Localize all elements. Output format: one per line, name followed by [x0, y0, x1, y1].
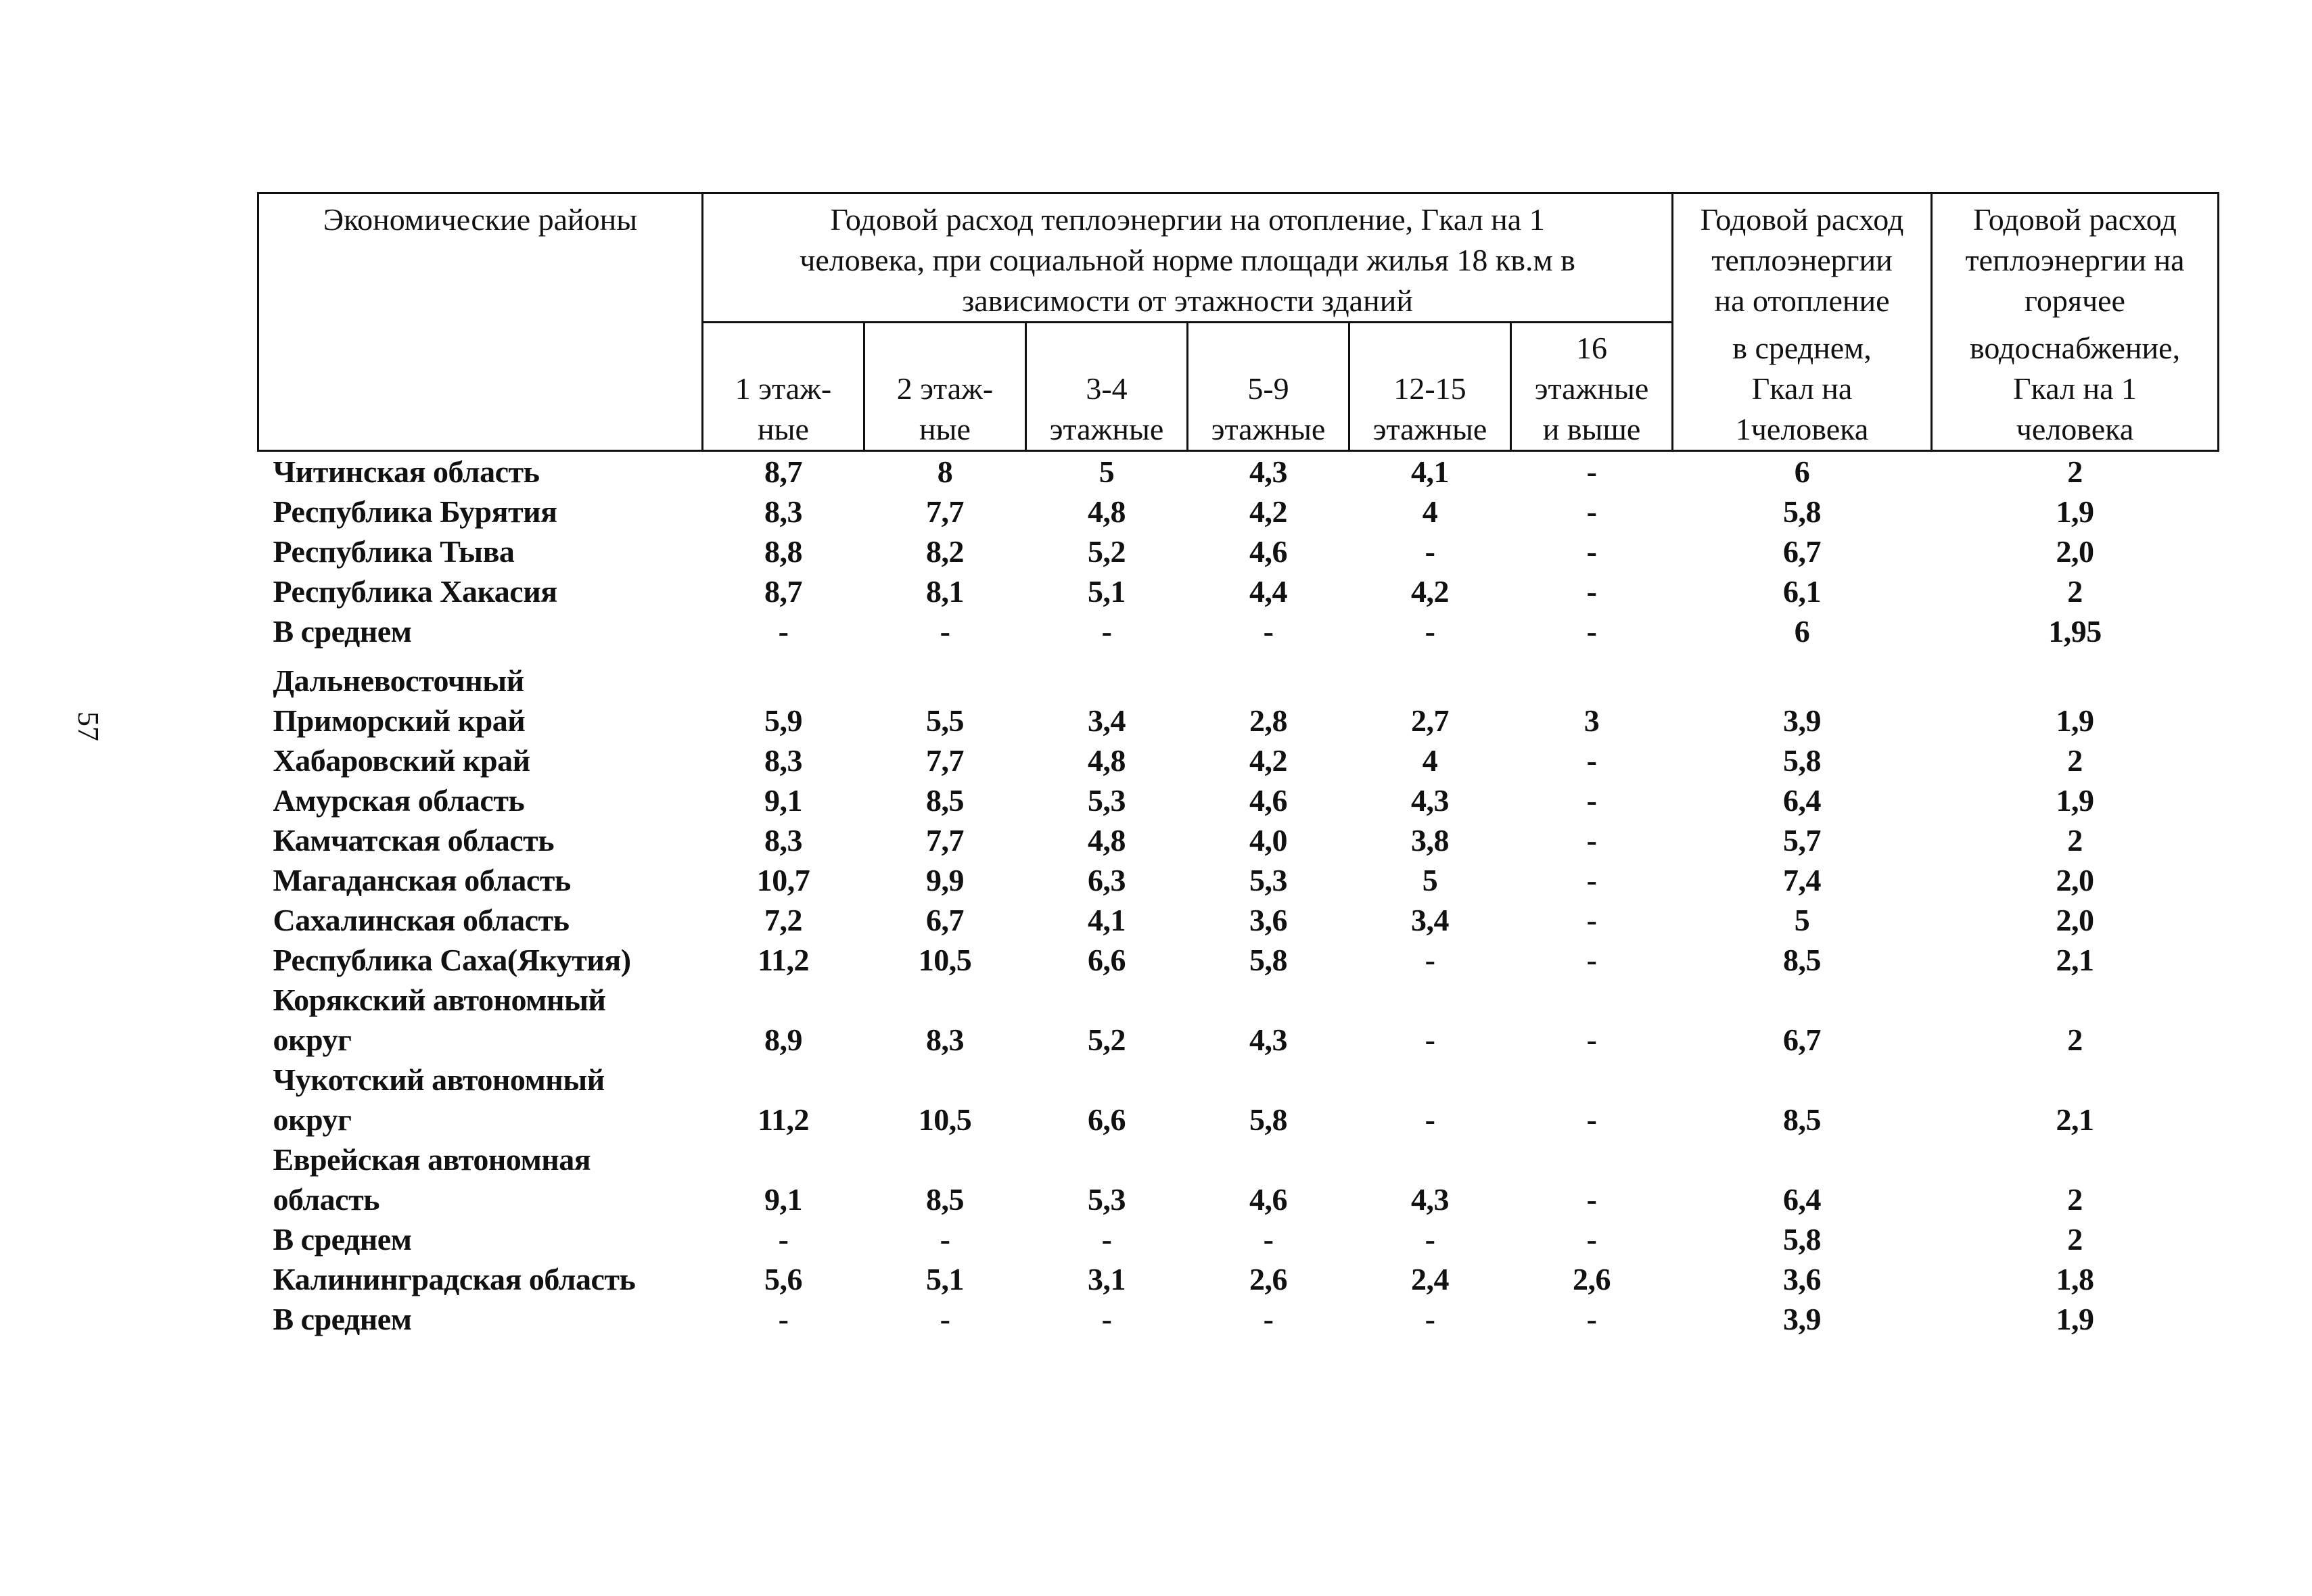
region-name [258, 611, 703, 651]
value-cell: 5,6 [764, 1261, 802, 1296]
value-cell [1349, 651, 1511, 701]
value-cell: - [1586, 494, 1597, 529]
value-cell [1932, 651, 2219, 701]
column-header-floors-2 [864, 323, 1026, 451]
region-name-line: Магаданская область [273, 862, 571, 897]
value-cell: 2,7 [1411, 703, 1449, 738]
value-cell: - [940, 1301, 950, 1336]
column-header-floors-5-9 [1188, 323, 1349, 451]
value-cell: 2 [2067, 573, 2083, 609]
region-name-line: округ [273, 1022, 352, 1057]
header-line: 2 этаж- [896, 371, 994, 406]
value-cell: - [1586, 1301, 1597, 1336]
value-cell: 5,1 [1088, 573, 1126, 609]
table-row [258, 900, 2219, 940]
value-cell: 4,8 [1088, 822, 1126, 858]
value-cell: 8 [937, 454, 953, 489]
column-group-header-heating [703, 193, 1673, 323]
value-cell: 8,5 [1783, 942, 1822, 977]
column-header-floors-16-plus [1511, 323, 1673, 451]
value-cell: - [1425, 1301, 1435, 1336]
table-row [258, 492, 2219, 532]
value-cell: 5,2 [1088, 534, 1126, 569]
region-name-line: Республика Тыва [273, 534, 515, 569]
column-header-average-heating [1673, 193, 1932, 323]
value-cell: 11,2 [758, 942, 809, 977]
value-cell: 1,8 [2056, 1261, 2094, 1296]
table-row [258, 532, 2219, 571]
value-cell [703, 651, 864, 701]
value-cell: 2,0 [2056, 902, 2094, 937]
table-row [258, 571, 2219, 611]
value-cell: 9,9 [926, 862, 964, 897]
column-header-floors-12-15 [1349, 323, 1511, 451]
region-name-line: Республика Саха(Якутия) [273, 942, 631, 977]
section-header-row [258, 651, 2219, 701]
value-cell: 5 [1794, 902, 1810, 937]
value-cell: - [1425, 1221, 1435, 1257]
region-name [258, 1060, 703, 1140]
value-cell: - [1586, 942, 1597, 977]
region-name-line: Сахалинская область [273, 902, 570, 937]
value-cell: 9,1 [764, 1181, 802, 1217]
region-name [258, 820, 703, 860]
header-line: ные [919, 411, 971, 446]
region-name-line: Корякский автономный [273, 982, 606, 1017]
value-cell: 8,3 [764, 494, 802, 529]
header-line: 1человека [1735, 411, 1869, 446]
value-cell: 5 [1422, 862, 1438, 897]
table-row [258, 1219, 2219, 1259]
header-line: Годовой расход [1700, 202, 1904, 237]
value-cell: - [1586, 743, 1597, 778]
header-line: ные [758, 411, 809, 446]
table-row [258, 701, 2219, 741]
value-cell: - [1425, 1022, 1435, 1057]
value-cell: 1,9 [2056, 494, 2094, 529]
header-line: этажные [1211, 411, 1326, 446]
region-name-line: Читинская область [273, 454, 540, 489]
region-name [258, 532, 703, 571]
region-name-line: Чукотский автономный [273, 1062, 605, 1097]
table-row [258, 780, 2219, 820]
value-cell: - [1586, 782, 1597, 818]
table-row [258, 1299, 2219, 1339]
region-name-line: Камчатская область [273, 822, 555, 858]
header-line: 12-15 [1393, 371, 1466, 406]
region-name [258, 1299, 703, 1339]
value-cell: 5,2 [1088, 1022, 1126, 1057]
value-cell: 2,0 [2056, 534, 2094, 569]
value-cell: 6,6 [1088, 942, 1126, 977]
value-cell: 7,4 [1783, 862, 1822, 897]
value-cell: - [940, 613, 950, 649]
table-header [258, 193, 2219, 451]
value-cell: 5,8 [1783, 494, 1822, 529]
column-header-hot-water-unit [1932, 323, 2219, 451]
value-cell: 6 [1794, 613, 1810, 649]
value-cell: 5,8 [1783, 743, 1822, 778]
value-cell: 6,7 [1783, 534, 1822, 569]
value-cell: - [778, 1301, 789, 1336]
value-cell: 7,7 [926, 494, 964, 529]
value-cell: - [1586, 1102, 1597, 1137]
region-name-line: В среднем [273, 1301, 412, 1336]
region-name [258, 450, 703, 492]
value-cell: 1,9 [2056, 782, 2094, 818]
value-cell [864, 651, 1026, 701]
value-cell: 8,7 [764, 454, 802, 489]
column-header-region: Экономические районы [258, 193, 703, 451]
region-name [258, 701, 703, 741]
value-cell: 2 [2067, 454, 2083, 489]
region-name-line: Республика Хакасия [273, 573, 557, 609]
region-name-line: Дальневосточный [273, 663, 524, 698]
table-row [258, 1259, 2219, 1299]
value-cell: - [1263, 1301, 1274, 1336]
value-cell: - [1586, 613, 1597, 649]
header-line: зависимости от этажности зданий [962, 283, 1413, 318]
value-cell: - [778, 1221, 789, 1257]
value-cell: 8,8 [764, 534, 802, 569]
header-line: Гкал на 1 [2013, 371, 2137, 406]
table-row [258, 741, 2219, 780]
column-header-floors-1 [703, 323, 864, 451]
value-cell: 5,9 [764, 703, 802, 738]
value-cell: 4,6 [1249, 1181, 1287, 1217]
table-body [258, 450, 2219, 1339]
value-cell: 5,5 [926, 703, 964, 738]
value-cell: 8,1 [926, 573, 964, 609]
header-line: горячее [2025, 283, 2125, 318]
value-cell: 4,8 [1088, 743, 1126, 778]
value-cell: 2,1 [2056, 1102, 2094, 1137]
table-row [258, 820, 2219, 860]
value-cell: - [1586, 822, 1597, 858]
value-cell: - [1425, 534, 1435, 569]
value-cell: 5,1 [926, 1261, 964, 1296]
value-cell: - [1425, 1102, 1435, 1137]
region-name [258, 1140, 703, 1219]
region-name [258, 741, 703, 780]
value-cell: 8,3 [764, 743, 802, 778]
value-cell: 6,3 [1088, 862, 1126, 897]
region-name-line: Республика Бурятия [273, 494, 557, 529]
value-cell: 4,1 [1411, 454, 1449, 489]
value-cell: - [1586, 454, 1597, 489]
value-cell: - [1263, 1221, 1274, 1257]
region-name [258, 1259, 703, 1299]
value-cell: 4,6 [1249, 782, 1287, 818]
header-line: этажные [1049, 411, 1164, 446]
region-name-line: Калининградская область [273, 1261, 636, 1296]
value-cell: - [1586, 1022, 1597, 1057]
heat-consumption-table [257, 192, 2219, 1339]
header-line: водоснабжение, [1969, 330, 2181, 365]
header-line: и выше [1542, 411, 1641, 446]
value-cell: 5,8 [1783, 1221, 1822, 1257]
value-cell: - [1586, 1221, 1597, 1257]
header-line: Годовой расход [1973, 202, 2177, 237]
value-cell: 4,2 [1411, 573, 1449, 609]
value-cell: 3,1 [1088, 1261, 1126, 1296]
region-name-line: Амурская область [273, 782, 525, 818]
value-cell: 6,4 [1783, 1181, 1822, 1217]
region-name [258, 940, 703, 980]
value-cell: 2 [2067, 1221, 2083, 1257]
value-cell: 8,3 [764, 822, 802, 858]
value-cell [1673, 651, 1932, 701]
region-name-line: В среднем [273, 613, 412, 649]
value-cell: 4,0 [1249, 822, 1287, 858]
value-cell: 4,2 [1249, 494, 1287, 529]
value-cell: - [1586, 573, 1597, 609]
header-line: 16 [1576, 330, 1608, 365]
table-row [258, 940, 2219, 980]
value-cell: - [940, 1221, 950, 1257]
value-cell: 2,4 [1411, 1261, 1449, 1296]
region-name [258, 1219, 703, 1259]
header-line: человека, при социальной норме площади жилья 18 кв.м в [800, 243, 1575, 277]
value-cell: 4,4 [1249, 573, 1287, 609]
value-cell: 4 [1422, 494, 1438, 529]
value-cell [1026, 651, 1188, 701]
value-cell: 4,3 [1249, 1022, 1287, 1057]
value-cell: 5,3 [1088, 782, 1126, 818]
value-cell: - [1586, 534, 1597, 569]
value-cell: 10,5 [918, 1102, 972, 1137]
region-name [258, 780, 703, 820]
table-row [258, 1140, 2219, 1219]
header-line: в среднем, [1732, 330, 1872, 365]
header-line: Гкал на [1751, 371, 1853, 406]
value-cell: 9,1 [764, 782, 802, 818]
value-cell: 10,7 [756, 862, 810, 897]
header-line: этажные [1534, 371, 1649, 406]
value-cell: 5,3 [1249, 862, 1287, 897]
table-row [258, 611, 2219, 651]
value-cell: - [1101, 1301, 1112, 1336]
value-cell: 2,6 [1573, 1261, 1611, 1296]
region-name-line: округ [273, 1102, 352, 1137]
value-cell: 3,4 [1411, 902, 1449, 937]
value-cell: 8,7 [764, 573, 802, 609]
region-name [258, 980, 703, 1060]
header-line: теплоэнергии на [1965, 243, 2185, 277]
value-cell: 10,5 [918, 942, 972, 977]
region-name [258, 860, 703, 900]
region-name-line: Хабаровский край [273, 743, 530, 778]
region-name-line: В среднем [273, 1221, 412, 1257]
value-cell: 1,95 [2048, 613, 2102, 649]
value-cell: 4 [1422, 743, 1438, 778]
value-cell: - [778, 613, 789, 649]
value-cell: 5,3 [1088, 1181, 1126, 1217]
header-line: 3-4 [1086, 371, 1128, 406]
region-name [258, 492, 703, 532]
header-line: Годовой расход теплоэнергии на отопление, Гкал на 1 [830, 202, 1545, 237]
value-cell [1511, 651, 1673, 701]
value-cell: 5 [1099, 454, 1115, 489]
value-cell: 3,8 [1411, 822, 1449, 858]
value-cell: - [1586, 902, 1597, 937]
value-cell: 1,9 [2056, 703, 2094, 738]
value-cell [1188, 651, 1349, 701]
region-name-line: Приморский край [273, 703, 526, 738]
value-cell: - [1586, 1181, 1597, 1217]
page-number: 57 [72, 711, 105, 741]
value-cell: 4,6 [1249, 534, 1287, 569]
value-cell: 6,1 [1783, 573, 1822, 609]
value-cell: 7,7 [926, 743, 964, 778]
value-cell: 3,9 [1783, 703, 1822, 738]
region-name-line: Еврейская автономная [273, 1142, 591, 1177]
column-header-hot-water [1932, 193, 2219, 323]
value-cell: 2 [2067, 1022, 2083, 1057]
value-cell: 4,8 [1088, 494, 1126, 529]
value-cell: 2 [2067, 743, 2083, 778]
value-cell: 7,2 [764, 902, 802, 937]
header-line: этажные [1372, 411, 1487, 446]
column-header-floors-3-4 [1026, 323, 1188, 451]
header-line: теплоэнергии [1711, 243, 1893, 277]
value-cell: 4,3 [1411, 1181, 1449, 1217]
region-name [258, 571, 703, 611]
value-cell: 6,7 [926, 902, 964, 937]
value-cell: 5,7 [1783, 822, 1822, 858]
value-cell: 5,8 [1249, 942, 1287, 977]
value-cell: 4,2 [1249, 743, 1287, 778]
value-cell: 2,0 [2056, 862, 2094, 897]
value-cell: - [1101, 613, 1112, 649]
value-cell: 4,1 [1088, 902, 1126, 937]
table-row [258, 980, 2219, 1060]
value-cell: 2,6 [1249, 1261, 1287, 1296]
value-cell: - [1586, 862, 1597, 897]
value-cell: 4,3 [1249, 454, 1287, 489]
value-cell: 3,4 [1088, 703, 1126, 738]
value-cell: 8,5 [926, 1181, 964, 1217]
value-cell: 8,9 [764, 1022, 802, 1057]
value-cell: 3,9 [1783, 1301, 1822, 1336]
table-row [258, 860, 2219, 900]
value-cell: 6,7 [1783, 1022, 1822, 1057]
value-cell: 6,4 [1783, 782, 1822, 818]
value-cell: 4,3 [1411, 782, 1449, 818]
table-row [258, 450, 2219, 492]
value-cell: 3,6 [1783, 1261, 1822, 1296]
value-cell: - [1263, 613, 1274, 649]
value-cell: - [1425, 942, 1435, 977]
value-cell: 2 [2067, 1181, 2083, 1217]
value-cell: - [1425, 613, 1435, 649]
value-cell: 8,5 [926, 782, 964, 818]
column-header-average-heating-unit [1673, 323, 1932, 451]
value-cell: 6,6 [1088, 1102, 1126, 1137]
value-cell: 2,8 [1249, 703, 1287, 738]
value-cell: 5,8 [1249, 1102, 1287, 1137]
value-cell: 8,3 [926, 1022, 964, 1057]
region-name [258, 900, 703, 940]
value-cell: 8,2 [926, 534, 964, 569]
value-cell: 11,2 [758, 1102, 809, 1137]
value-cell: 3 [1583, 703, 1600, 738]
value-cell: 3,6 [1249, 902, 1287, 937]
section-title [258, 651, 703, 701]
value-cell: 8,5 [1783, 1102, 1822, 1137]
region-name-line: область [273, 1181, 379, 1217]
table-row [258, 1060, 2219, 1140]
value-cell: 1,9 [2056, 1301, 2094, 1336]
value-cell: - [1101, 1221, 1112, 1257]
value-cell: 2,1 [2056, 942, 2094, 977]
value-cell: 7,7 [926, 822, 964, 858]
header-line: на отопление [1714, 283, 1890, 318]
value-cell: 2 [2067, 822, 2083, 858]
header-line: 5-9 [1247, 371, 1289, 406]
header-line: 1 этаж- [735, 371, 832, 406]
value-cell: 6 [1794, 454, 1810, 489]
header-line: человека [2016, 411, 2134, 446]
